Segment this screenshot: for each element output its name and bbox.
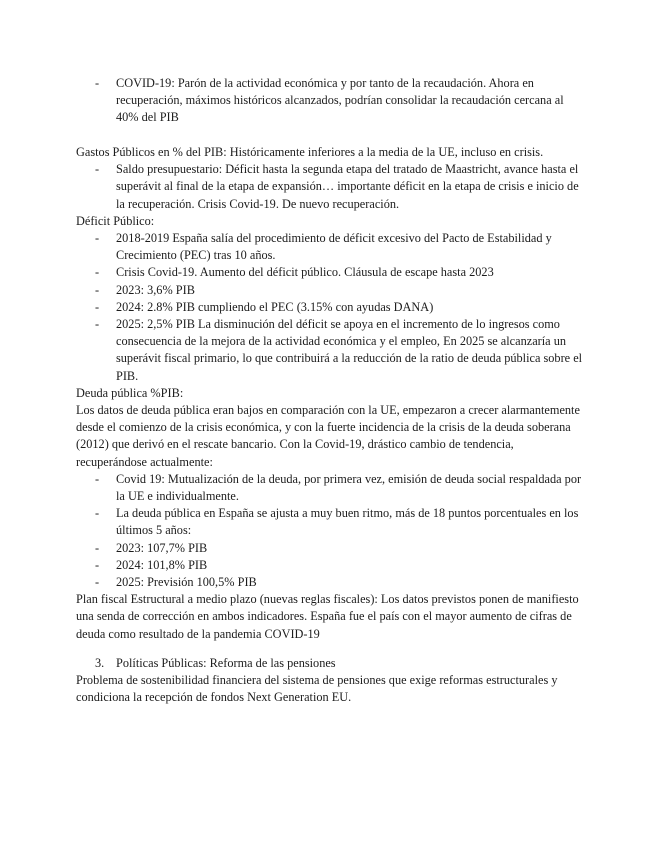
- list-item: - 2025: Previsión 100,5% PIB: [76, 574, 584, 591]
- section-3-paragraph: Problema de sostenibilidad financiera del sistema de pensiones que exige reformas estructurales y condiciona la recepción de fondos Next Generation EU.: [76, 673, 558, 705]
- list-item: - 2023: 107,7% PIB: [76, 540, 584, 557]
- section-number: 3.: [95, 656, 105, 670]
- deuda-paragraph: Los datos de deuda pública eran bajos en comparación con la UE, empezaron a crecer alarmantemente desde el comienzo de la crisis económica, y con la fuerte incidencia de la crisis de la deuda soberana (2012) que derivó en el rescate bancario. Con la Covid-19, drástico cambio de tendencia, recuperándose actualmente:: [76, 403, 580, 469]
- list-item: - 2025: 2,5% PIB La disminución del déficit se apoya en el incremento de lo ingresos como consecuencia de la mejora de la actividad económica y el empleo, En 2025 se alcanzaría un superávit fiscal primario, lo que contribuirá a la reducción de la ratio de deuda pública sobre el PIB.: [76, 316, 584, 385]
- deuda-heading: Deuda pública %PIB:: [76, 385, 184, 400]
- list-item: - Saldo presupuestario: Déficit hasta la segunda etapa del tratado de Maastricht, avance hasta el superávit al final de la etapa de expansión… importante déficit en la etapa de crisis e inicio de la recuperación. Crisis Covid-19. De nuevo recuperación.: [76, 161, 584, 213]
- list-item: - 2018-2019 España salía del procedimiento de déficit excesivo del Pacto de Estabilidad y Crecimiento (PEC) tras 10 años.: [76, 230, 584, 264]
- intro-section: [76, 75, 584, 127]
- list-item: - 2024: 101,8% PIB: [76, 557, 584, 574]
- list-item: - Covid 19: Mutualización de la deuda, por primera vez, emisión de deuda social respaldada por la UE e individualmente.: [76, 471, 584, 505]
- fiscal-section: [76, 144, 584, 643]
- deficit-heading: Déficit Público:: [76, 213, 155, 228]
- list-item: - Crisis Covid-19. Aumento del déficit público. Cláusula de escape hasta 2023: [76, 264, 584, 281]
- deuda-list: [76, 471, 584, 591]
- section-3-heading: [76, 655, 584, 672]
- section-3: [76, 655, 584, 707]
- section-title: Políticas Públicas: Reforma de las pensiones: [116, 656, 336, 670]
- list-item: - 2024: 2.8% PIB cumpliendo el PEC (3.15% con ayudas DANA): [76, 299, 584, 316]
- gastos-heading: Gastos Públicos en % del PIB: Históricamente inferiores a la media de la UE, incluso en crisis.: [76, 145, 544, 159]
- list-item: - COVID-19: Parón de la actividad económica y por tanto de la recaudación. Ahora en recuperación, máximos históricos alcanzados, podrían consolidar la recaudación cercana al 40% del PIB: [76, 75, 584, 127]
- plan-fiscal-paragraph: Plan fiscal Estructural a medio plazo (nuevas reglas fiscales): Los datos previstos ponen de manifiesto una senda de corrección en ambos indicadores. España fue el país con el mayor aumento de cifras de deuda como resultado de la pandemia COVID-19: [76, 592, 579, 641]
- deficit-list: [76, 230, 584, 385]
- list-item: - La deuda pública en España se ajusta a muy buen ritmo, más de 18 puntos porcentuales en los últimos 5 años:: [76, 505, 584, 539]
- list-item: - 2023: 3,6% PIB: [76, 282, 584, 299]
- intro-list: [76, 75, 584, 127]
- gastos-list: [76, 161, 584, 213]
